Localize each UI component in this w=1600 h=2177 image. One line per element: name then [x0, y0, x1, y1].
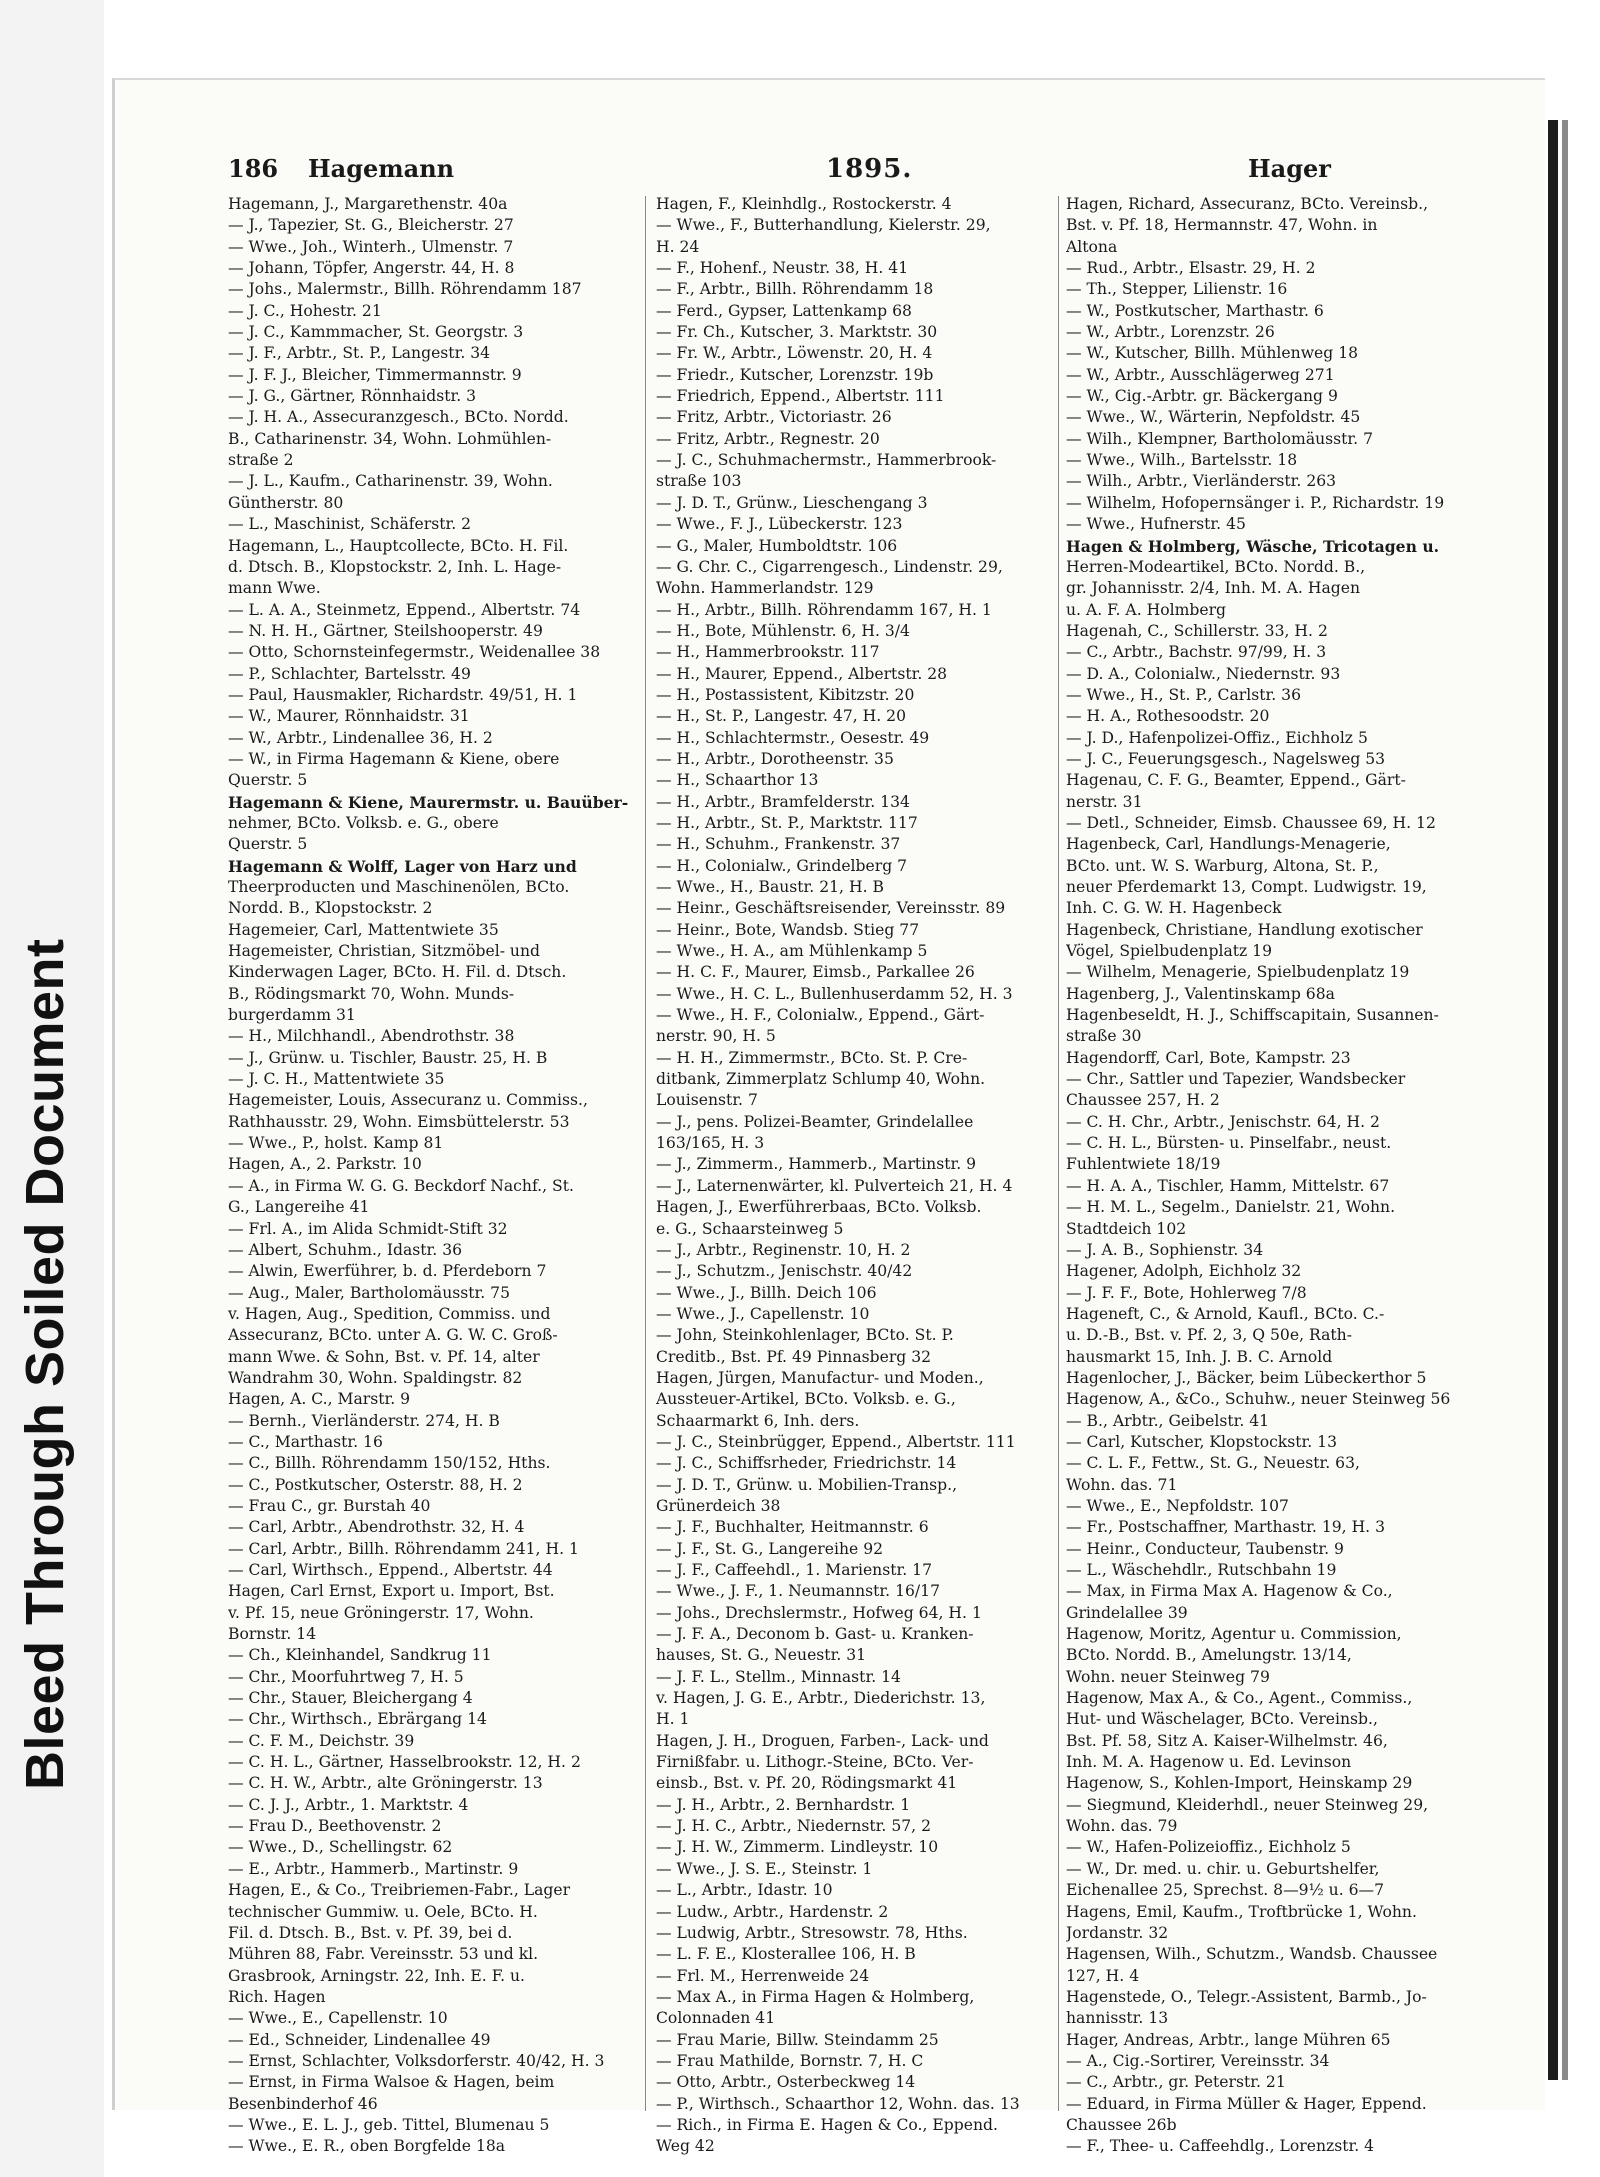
directory-entry: Mühren 88, Fabr. Vereinsstr. 53 und kl.	[228, 1945, 539, 1964]
directory-entry: — Wwe., J., Billh. Deich 106	[656, 1283, 877, 1302]
directory-entry: Hagener, Adolph, Eichholz 32	[1066, 1262, 1302, 1281]
directory-entry: — Wwe., W., Wärterin, Nepfoldstr. 45	[1066, 408, 1361, 427]
directory-entry: — H., Colonialw., Grindelberg 7	[656, 856, 908, 875]
directory-entry: — W., Arbtr., Lorenzstr. 26	[1066, 323, 1275, 342]
directory-entry: — Siegmund, Kleiderhdl., neuer Steinweg 29,	[1066, 1795, 1429, 1814]
directory-entry: — Frau D., Beethovenstr. 2	[228, 1817, 442, 1836]
directory-entry: hannisstr. 13	[1066, 2009, 1169, 2028]
directory-entry: — Otto, Schornsteinfegermstr., Weidenallee 38	[228, 643, 601, 662]
directory-entry: — Ch., Kleinhandel, Sandkrug 11	[228, 1646, 492, 1665]
directory-entry: — L., Arbtr., Idastr. 10	[656, 1881, 833, 1900]
directory-entry: — J. C. H., Mattentwiete 35	[228, 1070, 445, 1089]
directory-entry: mann Wwe.	[228, 579, 321, 598]
directory-entry: — Wwe., D., Schellingstr. 62	[228, 1838, 453, 1857]
directory-entry: — C. L. F., Fettw., St. G., Neuestr. 63,	[1066, 1454, 1360, 1473]
directory-entry: — W., Dr. med. u. chir. u. Geburtshelfer,	[1066, 1859, 1380, 1878]
directory-entry: Eichenallee 25, Sprechst. 8—9½ u. 6—7	[1066, 1881, 1385, 1900]
directory-entry: Hut- und Wäschelager, BCto. Vereinsb.,	[1066, 1710, 1378, 1729]
directory-entry: — J. C., Schuhmachermstr., Hammerbrook-	[656, 451, 997, 470]
directory-entry: — J., pens. Polizei-Beamter, Grindelallee	[656, 1112, 974, 1131]
directory-entry: — J., Schutzm., Jenischstr. 40/42	[656, 1262, 913, 1281]
directory-entry: Hagenow, A., &Co., Schuhw., neuer Steinweg 56	[1066, 1390, 1451, 1409]
directory-entry: Bst. Pf. 58, Sitz A. Kaiser-Wilhelmstr. 46,	[1066, 1731, 1388, 1750]
directory-entry: B., Rödingsmarkt 70, Wohn. Munds-	[228, 984, 515, 1003]
directory-entry: — L., Maschinist, Schäferstr. 2	[228, 515, 472, 534]
directory-entry: — J., Zimmerm., Hammerb., Martinstr. 9	[656, 1155, 977, 1174]
year-heading: 1895.	[826, 154, 913, 184]
directory-entry: — H., Postassistent, Kibitzstr. 20	[656, 685, 915, 704]
directory-entry: hauses, St. G., Neuestr. 31	[656, 1646, 867, 1665]
directory-entry: — Max, in Firma Max A. Hagenow & Co.,	[1066, 1582, 1393, 1601]
directory-entry: Hagendorff, Carl, Bote, Kampstr. 23	[1066, 1048, 1351, 1067]
directory-entry: — H., Schuhm., Frankenstr. 37	[656, 835, 901, 854]
directory-entry: Rathhausstr. 29, Wohn. Eimsbüttelerstr. 53	[228, 1112, 570, 1131]
directory-entry: — N. H. H., Gärtner, Steilshooperstr. 49	[228, 621, 543, 640]
directory-entry: Kinderwagen Lager, BCto. H. Fil. d. Dtsch.	[228, 963, 567, 982]
directory-entry: — H. M. L., Segelm., Danielstr. 21, Wohn.	[1066, 1198, 1396, 1217]
directory-entry: — Wwe., F. J., Lübeckerstr. 123	[656, 515, 903, 534]
directory-entry: — H. H., Zimmermstr., BCto. St. P. Cre-	[656, 1048, 968, 1067]
directory-entry: Bst. v. Pf. 18, Hermannstr. 47, Wohn. in	[1066, 216, 1378, 235]
directory-entry: — Carl, Wirthsch., Eppend., Albertstr. 44	[228, 1561, 553, 1579]
directory-entry: — H. A., Rothesoodstr. 20	[1066, 707, 1270, 726]
directory-entry: Hagen & Holmberg, Wäsche, Tricotagen u.	[1066, 536, 1440, 556]
document-condition-label: Bleed Through Soiled Document	[15, 938, 75, 1790]
directory-entry: Hagen, E., & Co., Treibriemen-Fabr., Lager	[228, 1881, 571, 1900]
directory-entry: — J. A. B., Sophienstr. 34	[1066, 1240, 1264, 1259]
directory-entry: — B., Arbtr., Geibelstr. 41	[1066, 1411, 1270, 1430]
directory-entry: nerstr. 31	[1066, 792, 1143, 811]
directory-entry: — Rich., in Firma E. Hagen & Co., Eppend.	[656, 2115, 998, 2134]
directory-entry: — Eduard, in Firma Müller & Hager, Eppend.	[1066, 2094, 1427, 2113]
directory-column-2	[656, 194, 1074, 2158]
directory-entry: — W., Maurer, Rönnhaidstr. 31	[228, 707, 470, 726]
directory-entry: G., Langereihe 41	[228, 1198, 370, 1217]
directory-entry: — J. H., Arbtr., 2. Bernhardstr. 1	[656, 1795, 911, 1814]
directory-entry: — L. A. A., Steinmetz, Eppend., Albertstr. 74	[228, 600, 581, 619]
directory-entry: — Wilhelm, Menagerie, Spielbudenplatz 19	[1066, 963, 1410, 982]
directory-entry: — Frau Mathilde, Bornstr. 7, H. C	[656, 2051, 924, 2070]
directory-entry: — Wwe., Hufnerstr. 45	[1066, 515, 1246, 534]
directory-entry: Hagemeister, Christian, Sitzmöbel- und	[228, 942, 541, 961]
directory-entry: — J. H. A., Assecuranzgesch., BCto. Nordd.	[228, 408, 569, 427]
directory-entry: Hager, Andreas, Arbtr., lange Mühren 65	[1066, 2030, 1391, 2049]
directory-entry: — Wilhelm, Hofopernsänger i. P., Richardstr. 19	[1066, 493, 1445, 512]
directory-entry: — W., Hafen-Polizeioffiz., Eichholz 5	[1066, 1838, 1351, 1857]
binding-edge	[1548, 120, 1558, 2080]
directory-entry: Fil. d. Dtsch. B., Bst. v. Pf. 39, bei d.	[228, 1923, 513, 1942]
directory-entry: — W., Kutscher, Billh. Mühlenweg 18	[1066, 344, 1359, 363]
directory-entry: — C. J. J., Arbtr., 1. Marktstr. 4	[228, 1795, 469, 1814]
page-number: 186	[228, 154, 279, 183]
directory-entry: — Th., Stepper, Lilienstr. 16	[1066, 280, 1288, 299]
directory-entry: gr. Johannisstr. 2/4, Inh. M. A. Hagen	[1066, 579, 1360, 598]
directory-entry: — Wwe., E. R., oben Borgfelde 18a	[228, 2137, 506, 2156]
directory-entry: — W., Arbtr., Ausschlägerweg 271	[1066, 365, 1335, 384]
directory-entry: Hagenbeck, Christiane, Handlung exotischer	[1066, 920, 1423, 939]
directory-entry: — H., Arbtr., St. P., Marktstr. 117	[656, 813, 918, 832]
directory-entry: — J. F., Arbtr., St. P., Langestr. 34	[228, 344, 491, 363]
directory-entry: neuer Pferdemarkt 13, Compt. Ludwigstr. 19,	[1066, 878, 1427, 896]
directory-entry: — Fritz, Arbtr., Victoriastr. 26	[656, 408, 892, 427]
directory-entry: — Aug., Maler, Bartholomäusstr. 75	[228, 1283, 511, 1302]
directory-entry: — J. F. A., Deconom b. Gast- u. Kranken-	[656, 1625, 974, 1644]
directory-entry: — W., Arbtr., Lindenallee 36, H. 2	[228, 728, 493, 747]
directory-entry: Nordd. B., Klopstockstr. 2	[228, 899, 433, 918]
directory-entry: — F., Arbtr., Billh. Röhrendamm 18	[656, 280, 934, 299]
directory-entry: — Fr. W., Arbtr., Löwenstr. 20, H. 4	[656, 344, 933, 363]
directory-entry: — Heinr., Geschäftsreisender, Vereinsstr. 89	[656, 899, 1006, 918]
directory-entry: BCto. Nordd. B., Amelungstr. 13/14,	[1066, 1646, 1352, 1665]
directory-entry: — C. H. W., Arbtr., alte Gröningerstr. 13	[228, 1774, 543, 1793]
directory-entry: — J., Tapezier, St. G., Bleicherstr. 27	[228, 216, 514, 235]
directory-entry: Hagen, J. H., Droguen, Farben-, Lack- und	[656, 1731, 989, 1750]
directory-entry: — Frau C., gr. Burstah 40	[228, 1496, 431, 1515]
directory-entry: — Wwe., J. S. E., Steinstr. 1	[656, 1859, 873, 1878]
directory-entry: Stadtdeich 102	[1066, 1219, 1187, 1238]
directory-entry: — C., Billh. Röhrendamm 150/152, Hths.	[228, 1454, 551, 1473]
directory-entry: — Friedr., Kutscher, Lorenzstr. 19b	[656, 365, 934, 384]
directory-entry: — F., Hohenf., Neustr. 38, H. 41	[656, 259, 909, 278]
directory-entry: — Johann, Töpfer, Angerstr. 44, H. 8	[228, 259, 515, 278]
directory-entry: — H. A. A., Tischler, Hamm, Mittelstr. 67	[1066, 1176, 1390, 1195]
directory-entry: — Fr. Ch., Kutscher, 3. Marktstr. 30	[656, 323, 938, 342]
directory-entry: Hagen, A., 2. Parkstr. 10	[228, 1155, 422, 1174]
directory-entry: hausmarkt 15, Inh. J. B. C. Arnold	[1066, 1347, 1333, 1366]
directory-entry: straße 103	[656, 472, 742, 491]
directory-entry: Aussteuer-Artikel, BCto. Volksb. e. G.,	[656, 1390, 956, 1409]
directory-entry: Hagen, Carl Ernst, Export u. Import, Bst.	[228, 1582, 555, 1601]
directory-entry: — G. Chr. C., Cigarrengesch., Lindenstr. 29,	[656, 557, 1003, 576]
directory-entry: H. 1	[656, 1710, 690, 1729]
directory-entry: — Chr., Sattler und Tapezier, Wandsbecker	[1066, 1070, 1406, 1089]
directory-entry: Hagen, J., Ewerführerbaas, BCto. Volksb.	[656, 1198, 982, 1217]
directory-entry: — Wwe., H. A., am Mühlenkamp 5	[656, 942, 928, 961]
directory-entry: Hagens, Emil, Kaufm., Troftbrücke 1, Wohn.	[1066, 1902, 1417, 1921]
directory-entry: — Ed., Schneider, Lindenallee 49	[228, 2030, 491, 2049]
directory-entry: — C., Arbtr., gr. Peterstr. 21	[1066, 2073, 1286, 2092]
directory-entry: — Frl. M., Herrenweide 24	[656, 1966, 870, 1985]
directory-entry: — Ludw., Arbtr., Hardenstr. 2	[656, 1902, 889, 1921]
directory-entry: — F., Thee- u. Caffeehdlg., Lorenzstr. 4	[1066, 2137, 1375, 2156]
directory-entry: — L. F. E., Klosterallee 106, H. B	[656, 1945, 916, 1964]
directory-entry: Wandrahm 30, Wohn. Spaldingstr. 82	[228, 1368, 523, 1387]
directory-entry: einsb., Bst. v. Pf. 20, Rödingsmarkt 41	[656, 1774, 958, 1793]
directory-entry: — Johs., Malermstr., Billh. Röhrendamm 187	[228, 280, 582, 299]
directory-entry: — W., Cig.-Arbtr. gr. Bäckergang 9	[1066, 387, 1338, 406]
directory-entry: — Ludwig, Arbtr., Stresowstr. 78, Hths.	[656, 1923, 968, 1942]
directory-entry: Vögel, Spielbudenplatz 19	[1066, 942, 1273, 961]
directory-entry: — Ferd., Gypser, Lattenkamp 68	[656, 301, 912, 320]
directory-entry: — Wwe., E., Capellenstr. 10	[228, 2009, 448, 2028]
directory-entry: — H., Arbtr., Dorotheenstr. 35	[656, 749, 894, 768]
directory-entry: — John, Steinkohlenlager, BCto. St. P.	[656, 1326, 954, 1345]
directory-entry: — J., Grünw. u. Tischler, Baustr. 25, H. B	[228, 1048, 548, 1067]
directory-entry: — A., in Firma W. G. G. Beckdorf Nachf., St.	[228, 1176, 574, 1195]
directory-entry: Hagenow, Max A., & Co., Agent., Commiss.,	[1066, 1689, 1413, 1708]
directory-entry: 163/165, H. 3	[656, 1134, 765, 1153]
directory-entry: Hagemann & Wolff, Lager von Harz und	[228, 856, 577, 876]
directory-entry: — Carl, Kutscher, Klopstockstr. 13	[1066, 1432, 1338, 1451]
binding-edge-shadow	[1562, 120, 1568, 2080]
directory-entry: — Ernst, in Firma Walsoe & Hagen, beim	[228, 2073, 555, 2092]
directory-entry: — J. F., Buchhalter, Heitmannstr. 6	[656, 1518, 929, 1537]
directory-entry: — J. F. F., Bote, Hohlerweg 7/8	[1066, 1283, 1307, 1302]
directory-entry: Querstr. 5	[228, 835, 308, 854]
directory-entry: — Ernst, Schlachter, Volksdorferstr. 40/42, H. 3	[228, 2051, 605, 2070]
directory-entry: — Wwe., J., Capellenstr. 10	[656, 1304, 870, 1323]
directory-entry: — E., Arbtr., Hammerb., Martinstr. 9	[228, 1859, 519, 1878]
directory-entry: Hagenah, C., Schillerstr. 33, H. 2	[1066, 621, 1328, 640]
directory-entry: d. Dtsch. B., Klopstockstr. 2, Inh. L. Hage-	[228, 557, 562, 576]
directory-entry: — Frl. A., im Alida Schmidt-Stift 32	[228, 1219, 508, 1238]
directory-entry: — P., Wirthsch., Schaarthor 12, Wohn. das. 13	[656, 2094, 1020, 2113]
directory-entry: — Wilh., Klempner, Bartholomäusstr. 7	[1066, 429, 1374, 448]
directory-entry: — Wwe., H. F., Colonialw., Eppend., Gärt-	[656, 1006, 985, 1025]
directory-entry: Grasbrook, Arningstr. 22, Inh. E. F. u.	[228, 1966, 525, 1985]
directory-entry: — Albert, Schuhm., Idastr. 36	[228, 1240, 463, 1259]
directory-entry: Bornstr. 14	[228, 1625, 317, 1644]
directory-entry: u. A. F. A. Holmberg	[1066, 600, 1227, 619]
directory-entry: Wohn. neuer Steinweg 79	[1066, 1667, 1270, 1686]
directory-entry: BCto. unt. W. S. Warburg, Altona, St. P.,	[1066, 856, 1379, 875]
directory-entry: — D. A., Colonialw., Niedernstr. 93	[1066, 664, 1341, 683]
directory-entry: — W., Postkutscher, Marthastr. 6	[1066, 301, 1324, 320]
directory-entry: — J. D. T., Grünw. u. Mobilien-Transp.,	[656, 1475, 958, 1494]
directory-entry: — H., Arbtr., Bramfelderstr. 134	[656, 792, 910, 811]
directory-entry: Hageneft, C., & Arnold, Kaufl., BCto. C.-	[1066, 1304, 1385, 1323]
directory-entry: B., Catharinenstr. 34, Wohn. Lohmühlen-	[228, 429, 552, 448]
directory-entry: Altona	[1066, 237, 1118, 256]
directory-entry: Rich. Hagen	[228, 1987, 326, 2006]
directory-entry: Hagen, Richard, Assecuranz, BCto. Vereinsb.,	[1066, 195, 1429, 213]
directory-entry: Hagemann, L., Hauptcollecte, BCto. H. Fil.	[228, 536, 569, 555]
directory-entry: Hagemeier, Carl, Mattentwiete 35	[228, 920, 499, 939]
directory-entry: — H., Schlachtermstr., Oesestr. 49	[656, 728, 930, 747]
directory-entry: — J. F. L., Stellm., Minnastr. 14	[656, 1667, 901, 1686]
directory-entry: — Wwe., H. C. L., Bullenhuserdamm 52, H. 3	[656, 984, 1013, 1003]
directory-entry: Hagenberg, J., Valentinskamp 68a	[1066, 984, 1335, 1003]
directory-entry: — Chr., Moorfuhrtweg 7, H. 5	[228, 1667, 464, 1686]
directory-entry: — C., Marthastr. 16	[228, 1432, 383, 1451]
directory-entry: Assecuranz, BCto. unter A. G. W. C. Groß-	[228, 1326, 558, 1345]
directory-entry: — H. C. F., Maurer, Eimsb., Parkallee 26	[656, 963, 975, 982]
directory-entry: — G., Maler, Humboldtstr. 106	[656, 536, 898, 555]
directory-entry: — P., Schlachter, Bartelsstr. 49	[228, 664, 471, 683]
directory-entry: Hagenau, C. F. G., Beamter, Eppend., Gärt-	[1066, 771, 1406, 790]
directory-entry: Hagen, A. C., Marstr. 9	[228, 1390, 411, 1409]
directory-entry: v. Pf. 15, neue Gröningerstr. 17, Wohn.	[228, 1603, 534, 1622]
directory-entry: 127, H. 4	[1066, 1966, 1140, 1985]
directory-entry: — J. F., Caffeehdl., 1. Marienstr. 17	[656, 1561, 932, 1579]
directory-entry: Inh. M. A. Hagenow u. Ed. Levinson	[1066, 1753, 1352, 1772]
directory-entry: — Chr., Stauer, Bleichergang 4	[228, 1689, 473, 1708]
directory-entry: — J. C., Schiffsrheder, Friedrichstr. 14	[656, 1454, 957, 1473]
directory-entry: Creditb., Bst. Pf. 49 Pinnasberg 32	[656, 1347, 932, 1366]
directory-entry: — L., Wäschehdlr., Rutschbahn 19	[1066, 1561, 1337, 1579]
right-running-head: Hager	[1248, 154, 1331, 183]
directory-entry: Wohn. das. 79	[1066, 1817, 1178, 1836]
directory-entry: — Wwe., H., Baustr. 21, H. B	[656, 878, 884, 896]
directory-entry: Hagenow, Moritz, Agentur u. Commission,	[1066, 1625, 1402, 1644]
directory-entry: Weg 42	[656, 2137, 715, 2156]
directory-entry: Louisenstr. 7	[656, 1091, 758, 1110]
directory-entry: — J. C., Feuerungsgesch., Nagelsweg 53	[1066, 749, 1386, 768]
directory-entry: Grindelallee 39	[1066, 1603, 1188, 1622]
directory-entry: — Fr., Postschaffner, Marthastr. 19, H. 3	[1066, 1518, 1386, 1537]
directory-entry: Herren-Modeartikel, BCto. Nordd. B.,	[1066, 557, 1366, 576]
directory-entry: — Wwe., Joh., Winterh., Ulmenstr. 7	[228, 237, 514, 256]
directory-entry: — Wilh., Arbtr., Vierländerstr. 263	[1066, 472, 1337, 491]
directory-entry: Theerproducten und Maschinenölen, BCto.	[228, 878, 570, 896]
directory-entry: — Bernh., Vierländerstr. 274, H. B	[228, 1411, 500, 1430]
directory-entry: Colonnaden 41	[656, 2009, 776, 2028]
directory-entry: Fuhlentwiete 18/19	[1066, 1155, 1221, 1174]
directory-entry: — A., Cig.-Sortirer, Vereinsstr. 34	[1066, 2051, 1330, 2070]
directory-entry: — C. H. Chr., Arbtr., Jenischstr. 64, H. 2	[1066, 1112, 1380, 1131]
directory-entry: straße 2	[228, 451, 294, 470]
directory-entry: u. D.-B., Bst. v. Pf. 2, 3, Q 50e, Rath-	[1066, 1326, 1352, 1345]
directory-entry: — J. C., Kammmacher, St. Georgstr. 3	[228, 323, 524, 342]
directory-entry: — J. D. T., Grünw., Lieschengang 3	[656, 493, 928, 512]
directory-entry: Hagemann & Kiene, Maurermstr. u. Bauüber-	[228, 792, 629, 812]
directory-entry: technischer Gummiw. u. Oele, BCto. H.	[228, 1902, 538, 1921]
directory-entry: — J., Arbtr., Reginenstr. 10, H. 2	[656, 1240, 911, 1259]
directory-entry: — H., St. P., Langestr. 47, H. 20	[656, 707, 907, 726]
directory-entry: v. Hagen, J. G. E., Arbtr., Diederichstr. 13,	[656, 1689, 986, 1708]
directory-column-3	[1066, 194, 1484, 2158]
directory-entry: Chaussee 257, H. 2	[1066, 1091, 1220, 1110]
directory-entry: Grünerdeich 38	[656, 1496, 781, 1515]
directory-entry: — H., Hammerbrookstr. 117	[656, 643, 880, 662]
directory-entry: Inh. C. G. W. H. Hagenbeck	[1066, 899, 1282, 918]
directory-entry: — Wwe., H., St. P., Carlstr. 36	[1066, 685, 1301, 704]
directory-entry: Hagenstede, O., Telegr.-Assistent, Barmb., Jo-	[1066, 1987, 1427, 2006]
directory-entry: Hagenbeseldt, H. J., Schiffscapitain, Susannen-	[1066, 1006, 1439, 1025]
directory-entry: Schaarmarkt 6, Inh. ders.	[656, 1411, 860, 1430]
directory-entry: — H., Milchhandl., Abendrothstr. 38	[228, 1027, 515, 1046]
directory-entry: straße 30	[1066, 1027, 1142, 1046]
directory-entry: — Wwe., E. L. J., geb. Tittel, Blumenau 5	[228, 2115, 550, 2134]
directory-entry: — J. F. J., Bleicher, Timmermannstr. 9	[228, 365, 522, 384]
directory-entry: Hagemann, J., Margarethenstr. 40a	[228, 195, 508, 213]
left-running-head: Hagemann	[308, 154, 455, 183]
directory-entry: Querstr. 5	[228, 771, 308, 790]
directory-entry: nehmer, BCto. Volksb. e. G., obere	[228, 813, 499, 832]
directory-entry: mann Wwe. & Sohn, Bst. v. Pf. 14, alter	[228, 1347, 540, 1366]
directory-entry: Jordanstr. 32	[1066, 1923, 1169, 1942]
directory-entry: — Chr., Wirthsch., Ebrärgang 14	[228, 1710, 487, 1729]
directory-entry: v. Hagen, Aug., Spedition, Commiss. und	[228, 1304, 551, 1323]
directory-entry: nerstr. 90, H. 5	[656, 1027, 776, 1046]
directory-entry: Güntherstr. 80	[228, 493, 344, 512]
directory-entry: — J. C., Hohestr. 21	[228, 301, 382, 320]
directory-entry: — Heinr., Bote, Wandsb. Stieg 77	[656, 920, 920, 939]
directory-entry: — C. H. L., Bürsten- u. Pinselfabr., neust.	[1066, 1134, 1392, 1153]
directory-entry: — Wwe., F., Butterhandlung, Kielerstr. 29,	[656, 216, 991, 235]
directory-entry: Chaussee 26b	[1066, 2115, 1177, 2134]
directory-entry: — Frau Marie, Billw. Steindamm 25	[656, 2030, 939, 2049]
directory-column-1	[228, 194, 646, 2158]
directory-entry: — J. L., Kaufm., Catharinenstr. 39, Wohn.	[228, 472, 553, 491]
page-header	[228, 150, 1331, 190]
directory-entry: — H., Schaarthor 13	[656, 771, 819, 790]
directory-entry: e. G., Schaarsteinweg 5	[656, 1219, 844, 1238]
directory-entry: — Rud., Arbtr., Elsastr. 29, H. 2	[1066, 259, 1316, 278]
directory-entry: — Wwe., Wilh., Bartelsstr. 18	[1066, 451, 1298, 470]
directory-entry: ditbank, Zimmerplatz Schlump 40, Wohn.	[656, 1070, 986, 1089]
directory-entry: — C. F. M., Deichstr. 39	[228, 1731, 415, 1750]
directory-entry: — H., Maurer, Eppend., Albertstr. 28	[656, 664, 948, 683]
directory-entry: — Alwin, Ewerführer, b. d. Pferdeborn 7	[228, 1262, 547, 1281]
directory-entry: — W., in Firma Hagemann & Kiene, obere	[228, 749, 560, 768]
directory-entry: — Carl, Arbtr., Billh. Röhrendamm 241, H. 1	[228, 1539, 579, 1558]
directory-entry: — H., Bote, Mühlenstr. 6, H. 3/4	[656, 621, 910, 640]
directory-entry: — J. G., Gärtner, Rönnhaidstr. 3	[228, 387, 477, 406]
directory-entry: H. 24	[656, 237, 700, 256]
directory-entry: — J. F., St. G., Langereihe 92	[656, 1539, 884, 1558]
directory-entry: Firnißfabr. u. Lithogr.-Steine, BCto. Ver-	[656, 1753, 974, 1772]
sidebar-strip	[0, 0, 104, 2177]
directory-entry: Hagenlocher, J., Bäcker, beim Lübeckerthor 5	[1066, 1368, 1427, 1387]
directory-entry: — J. D., Hafenpolizei-Offiz., Eichholz 5	[1066, 728, 1368, 747]
directory-entry: Hagen, F., Kleinhdlg., Rostockerstr. 4	[656, 195, 952, 213]
directory-entry: — Heinr., Conducteur, Taubenstr. 9	[1066, 1539, 1344, 1558]
directory-entry: — Max A., in Firma Hagen & Holmberg,	[656, 1987, 975, 2006]
directory-entry: — J., Laternenwärter, kl. Pulverteich 21, H. 4	[656, 1176, 1013, 1195]
directory-entry: Hagensen, Wilh., Schutzm., Wandsb. Chaussee	[1066, 1945, 1438, 1964]
directory-entry: — Detl., Schneider, Eimsb. Chaussee 69, H. 12	[1066, 813, 1436, 832]
directory-entry: — C. H. L., Gärtner, Hasselbrookstr. 12, H. 2	[228, 1753, 581, 1772]
directory-entry: — J. H. W., Zimmerm. Lindleystr. 10	[656, 1838, 939, 1857]
directory-entry: — Fritz, Arbtr., Regnestr. 20	[656, 429, 880, 448]
directory-entry: — J. C., Steinbrügger, Eppend., Albertstr. 111	[656, 1432, 1016, 1451]
directory-entry: burgerdamm 31	[228, 1006, 356, 1025]
directory-entry: — Wwe., J. F., 1. Neumannstr. 16/17	[656, 1582, 941, 1601]
directory-entry: — C., Arbtr., Bachstr. 97/99, H. 3	[1066, 643, 1327, 662]
directory-entry: — Paul, Hausmakler, Richardstr. 49/51, H. 1	[228, 685, 578, 704]
directory-entry: — Otto, Arbtr., Osterbeckweg 14	[656, 2073, 916, 2092]
directory-entry: — J. H. C., Arbtr., Niedernstr. 57, 2	[656, 1817, 932, 1836]
directory-entry: — Wwe., P., holst. Kamp 81	[228, 1134, 444, 1153]
directory-entry: Wohn. Hammerlandstr. 129	[656, 579, 874, 598]
directory-entry: — Wwe., E., Nepfoldstr. 107	[1066, 1496, 1289, 1515]
directory-entry: Hagenbeck, Carl, Handlungs-Menagerie,	[1066, 835, 1391, 854]
directory-entry: — H., Arbtr., Billh. Röhrendamm 167, H. 1	[656, 600, 992, 619]
directory-entry: Hagenow, S., Kohlen-Import, Heinskamp 29	[1066, 1774, 1413, 1793]
directory-entry: Hagen, Jürgen, Manufactur- und Moden.,	[656, 1368, 984, 1387]
directory-entry: — Johs., Drechslermstr., Hofweg 64, H. 1	[656, 1603, 982, 1622]
directory-entry: — Carl, Arbtr., Abendrothstr. 32, H. 4	[228, 1518, 525, 1537]
directory-entry: — Friedrich, Eppend., Albertstr. 111	[656, 387, 945, 406]
directory-entry: — C., Postkutscher, Osterstr. 88, H. 2	[228, 1475, 523, 1494]
directory-entry: Wohn. das. 71	[1066, 1475, 1178, 1494]
directory-entry: Hagemeister, Louis, Assecuranz u. Commiss.,	[228, 1091, 588, 1110]
directory-entry: Besenbinderhof 46	[228, 2094, 378, 2113]
